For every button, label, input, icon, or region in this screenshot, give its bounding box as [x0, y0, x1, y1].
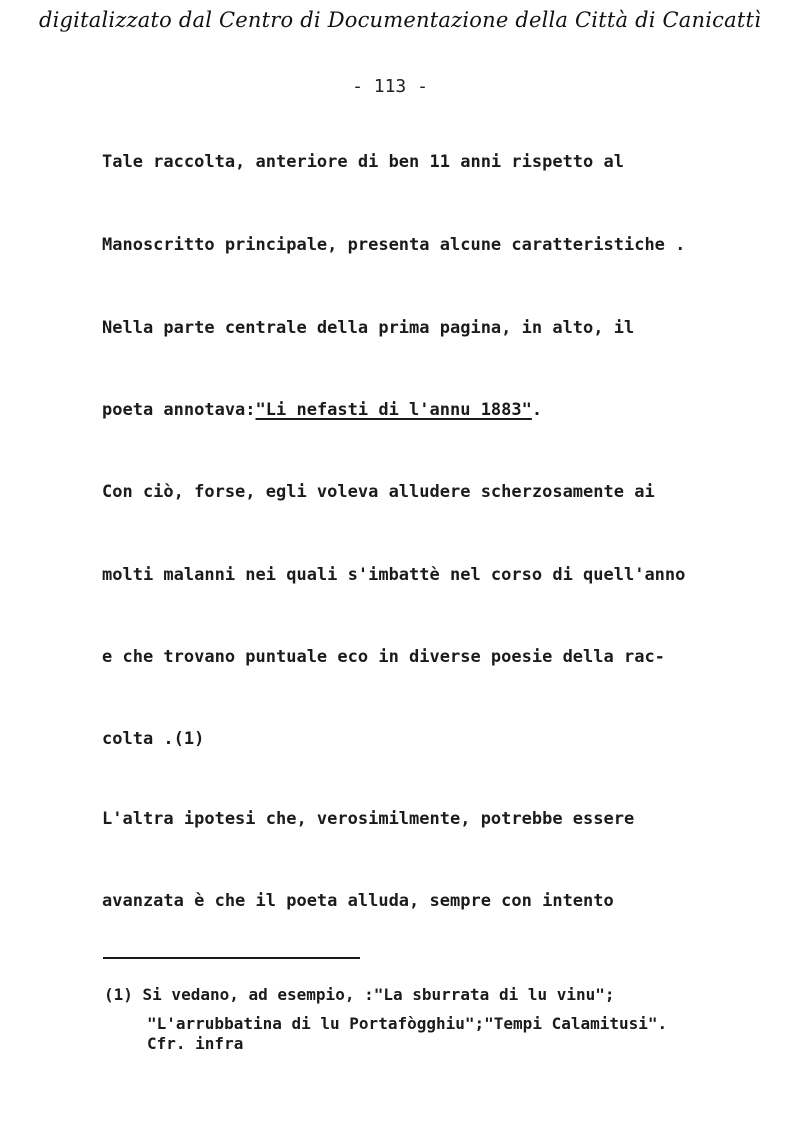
digitization-stamp: digitalizzato dal Centro di Documentazione della Città di Canicattì: [38, 8, 762, 32]
body-line-4: [102, 400, 542, 420]
body-line-10: avanzata è che il poeta alluda, sempre con intento: [102, 891, 614, 911]
body-line-2: Manoscritto principale, presenta alcune caratteristiche .: [102, 235, 686, 255]
footnote-line-2: "L'arrubbatina di lu Portafògghiu";"Tempi Calamitusi".: [147, 1014, 668, 1033]
body-line-6: molti malanni nei quali s'imbattè nel corso di quell'anno: [102, 565, 686, 585]
body-line-5: Con ciò, forse, egli voleva alludere scherzosamente ai: [102, 482, 655, 502]
body-line-3: Nella parte centrale della prima pagina, in alto, il: [102, 318, 635, 338]
footnote-line-3: Cfr. infra: [147, 1034, 244, 1053]
footnote-line-1: (1) Si vedano, ad esempio, :"La sburrata di lu vinu";: [104, 985, 615, 1004]
body-line-8: colta .(1): [102, 729, 205, 749]
body-line-4-prefix: poeta annotava:: [102, 400, 256, 420]
body-line-7: e che trovano puntuale eco in diverse poesie della rac-: [102, 647, 665, 667]
body-line-9: L'altra ipotesi che, verosimilmente, potrebbe essere: [102, 809, 635, 829]
body-line-4-suffix: .: [531, 400, 543, 420]
collection-title: "Li nefasti di l'annu 1883": [255, 400, 532, 420]
page-number: - 113 -: [352, 76, 428, 97]
body-line-1: Tale raccolta, anteriore di ben 11 anni rispetto al: [102, 152, 624, 172]
footnote-separator: [103, 957, 360, 959]
